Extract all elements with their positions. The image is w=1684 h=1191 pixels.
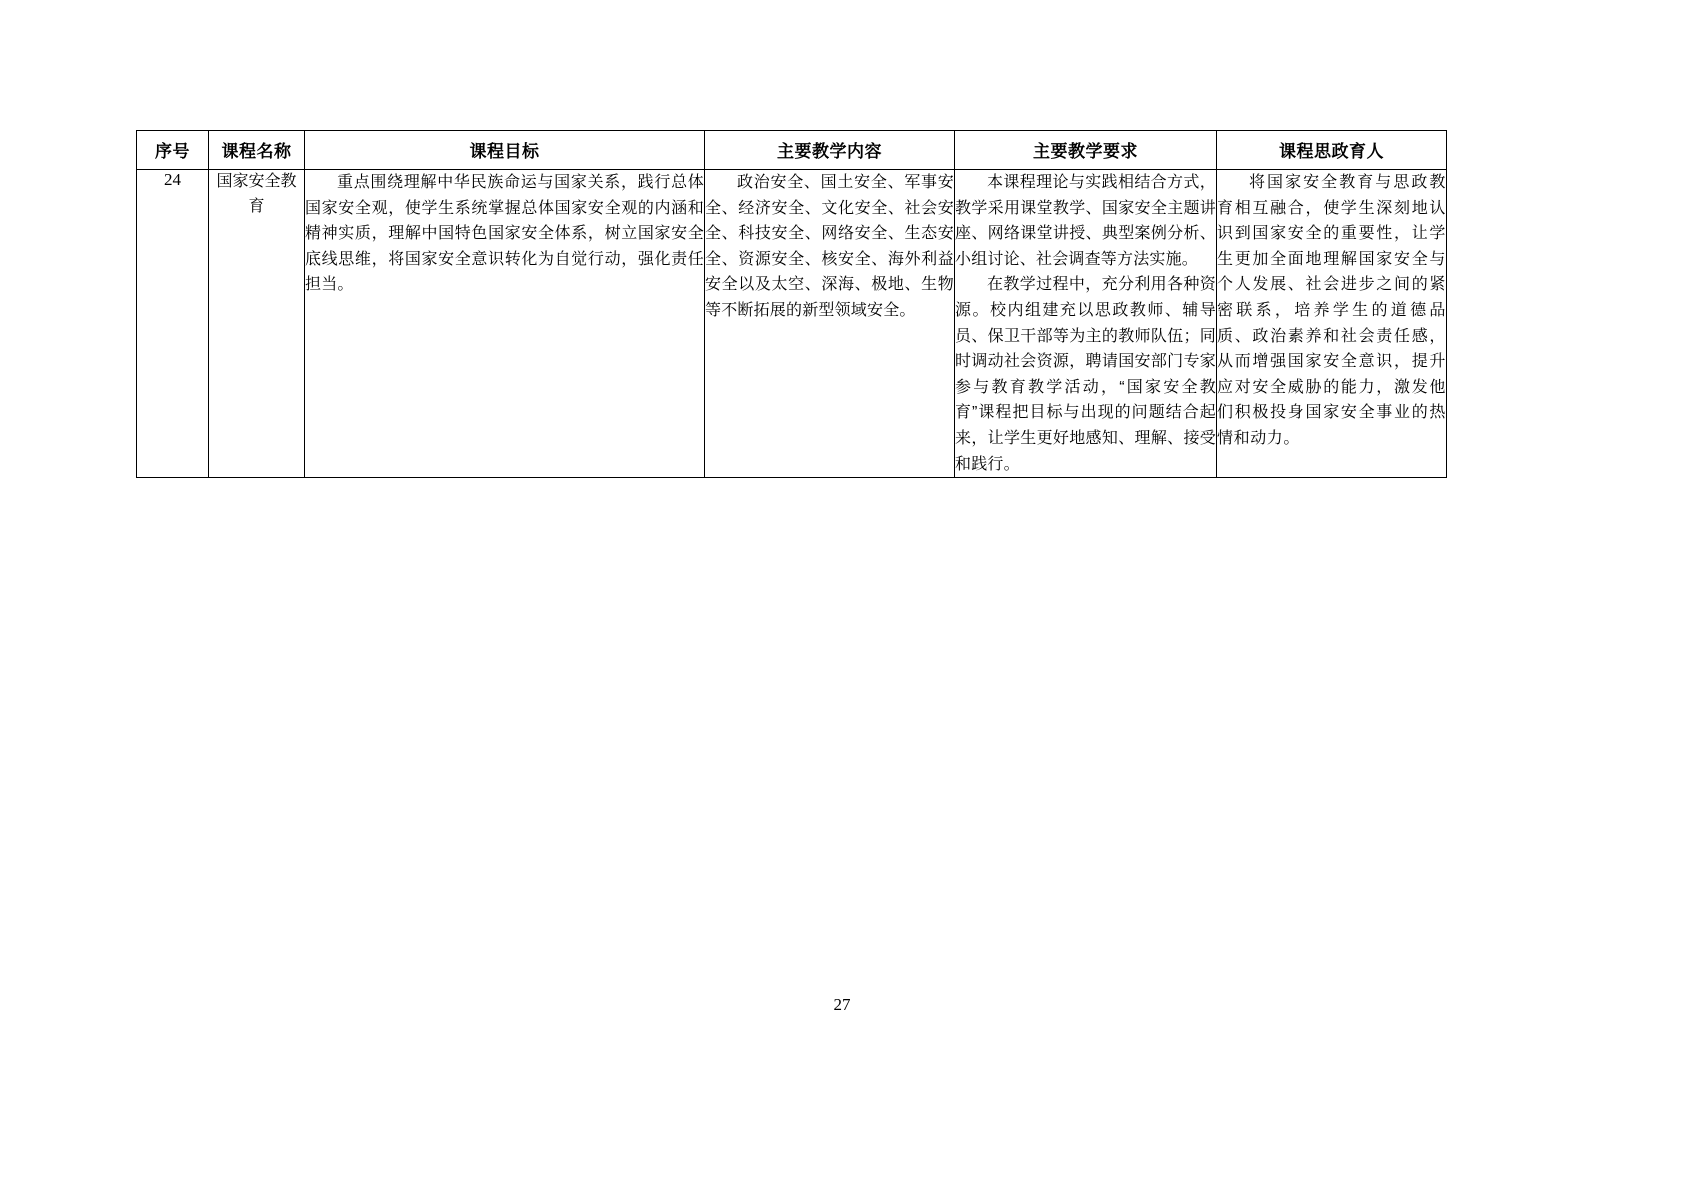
column-header-course-name: 课程名称 (209, 131, 305, 170)
column-header-seq: 序号 (137, 131, 209, 170)
column-header-main-requirements: 主要教学要求 (955, 131, 1217, 170)
goal-paragraph: 重点围绕理解中华民族命运与国家关系，践行总体国家安全观，使学生系统掌握总体国家安全观的内涵和精神实质，理解中国特色国家安全体系，树立国家安全底线思维，将国家安全意识转化为自觉行动，强化责任担当。 (305, 174, 704, 294)
ideology-paragraph: 将国家安全教育与思政教育相互融合，使学生深刻地认识到国家安全的重要性，让学生更加全面地理解国家安全与个人发展、社会进步之间的紧密联系，培养学生的道德品质、政治素养和社会责任感，从而增强国家安全意识，提升应对安全威胁的能力，激发他们积极投身国家安全事业的热情和动力。 (1217, 174, 1446, 447)
cell-main-requirements (955, 170, 1217, 478)
column-header-main-content: 主要教学内容 (705, 131, 955, 170)
requirements-paragraph-2: 在教学过程中，充分利用各种资源。校内组建充以思政教师、辅导员、保卫干部等为主的教师队伍；同时调动社会资源，聘请国安部门专家参与教育教学活动，“国家安全教育”课程把目标与出现的问题结合起来，让学生更好地感知、理解、接受和践行。 (955, 276, 1216, 473)
course-table-container (136, 130, 1446, 478)
cell-seq: 24 (137, 170, 209, 478)
content-paragraph: 政治安全、国土安全、军事安全、经济安全、文化安全、社会安全、科技安全、网络安全、生态安全、资源安全、核安全、海外利益安全以及太空、深海、极地、生物等不断拓展的新型领域安全。 (705, 174, 954, 319)
cell-course-goal (305, 170, 705, 478)
column-header-course-goal: 课程目标 (305, 131, 705, 170)
cell-ideological-education (1217, 170, 1447, 478)
table-row (137, 170, 1447, 478)
page-number: 27 (833, 995, 851, 1014)
course-table (136, 130, 1447, 478)
cell-course-name: 国家安全教育 (209, 170, 305, 478)
cell-main-content (705, 170, 955, 478)
column-header-ideological-education: 课程思政育人 (1217, 131, 1447, 170)
table-header-row (137, 131, 1447, 170)
requirements-paragraph-1: 本课程理论与实践相结合方式，教学采用课堂教学、国家安全主题讲座、网络课堂讲授、典型案例分析、小组讨论、社会调查等方法实施。 (955, 174, 1216, 268)
